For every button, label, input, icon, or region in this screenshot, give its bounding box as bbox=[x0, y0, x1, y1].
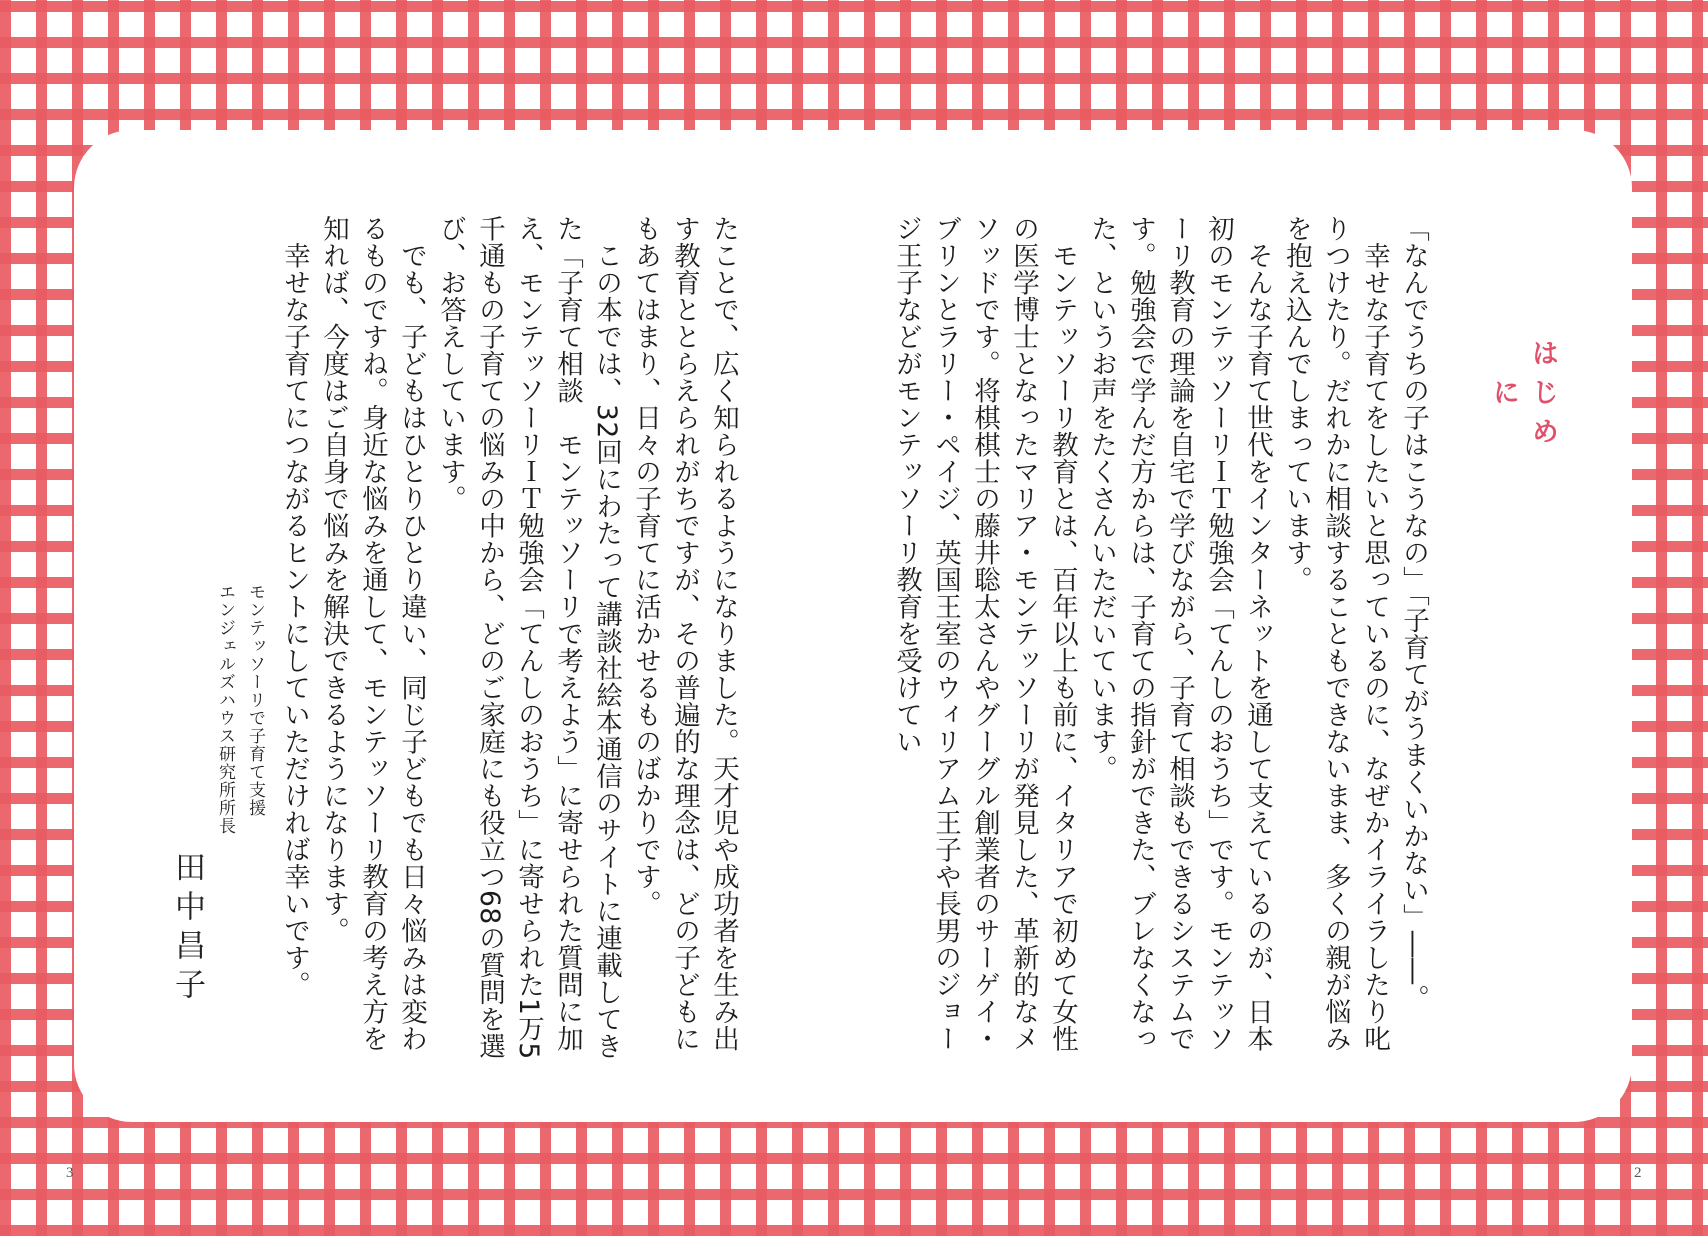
page-number-right: 2 bbox=[1634, 1165, 1642, 1181]
author-affiliation-line2: エンジェルズハウス研究所所長 bbox=[215, 583, 235, 835]
right-page-body-text: 「なんでうちの子はこうなの」「子育てがうまくいかない」――。 幸せな子育てをしたいと思っているのに、なぜかイライラしたり叱りつけたり。だれかに相談することもできないまま、多くの親が悩みを抱え込んでしまっています。 そんな子育て世代をインターネットを通して支えているのが、日本初のモンテッソーリＩＴ勉強会「てんしのおうち」です。モンテッソーリ教育の理論を自宅で学びながら、子育て相談もできるシステムです。勉強会で学んだ方からは、子育ての指針ができた、ブレなくなった、というお声をたくさんいただいています。 モンテッソーリ教育とは、百年以上も前に、イタリアで初めて女性の医学博士となったマリア・モンテッソーリが発見した、革新的なメソッドです。将棋棋士の藤井聡太さんやグーグル創業者のサーゲイ・ブリンとラリー・ペイジ、英国王室のウィリアム王子や長男のジョージ王子などがモンテッソーリ教育を受けてい bbox=[891, 215, 1429, 1052]
left-page-body-text: たことで、広く知られるようになりました。天才児や成功者を生み出す教育ととらえられがちですが、その普遍的な理念は、どの子どもにもあてはまり、日々の子育てに活かせるものばかりです。 この本では、32回にわたって講談社絵本通信のサイトに連載してきた「子育て相談 モンテッソーリで考えよう」に寄せられた質問に加え、モンテッソーリＩＴ勉強会「てんしのおうち」に寄せられた1万5千通もの子育ての悩みの中から、どのご家庭にも役立つ68の質問を選び、お答えしています。 でも、子どもはひとりひとり違い、同じ子どもでも日々悩みは変わるものですね。身近な悩みを通して、モンテッソーリ教育の考え方を知れば、今度はご自身で悩みを解決できるようになります。 幸せな子育てにつながるヒントにしていただければ幸いです。 bbox=[279, 215, 739, 1060]
author-affiliation-line1: モンテッソーリで子育て支援 bbox=[245, 583, 265, 817]
page-heading: はじめに bbox=[1488, 338, 1558, 456]
page-number-left: 3 bbox=[66, 1165, 74, 1181]
author-signature-block bbox=[170, 583, 270, 1053]
author-name: 田中昌子 bbox=[169, 851, 205, 1007]
